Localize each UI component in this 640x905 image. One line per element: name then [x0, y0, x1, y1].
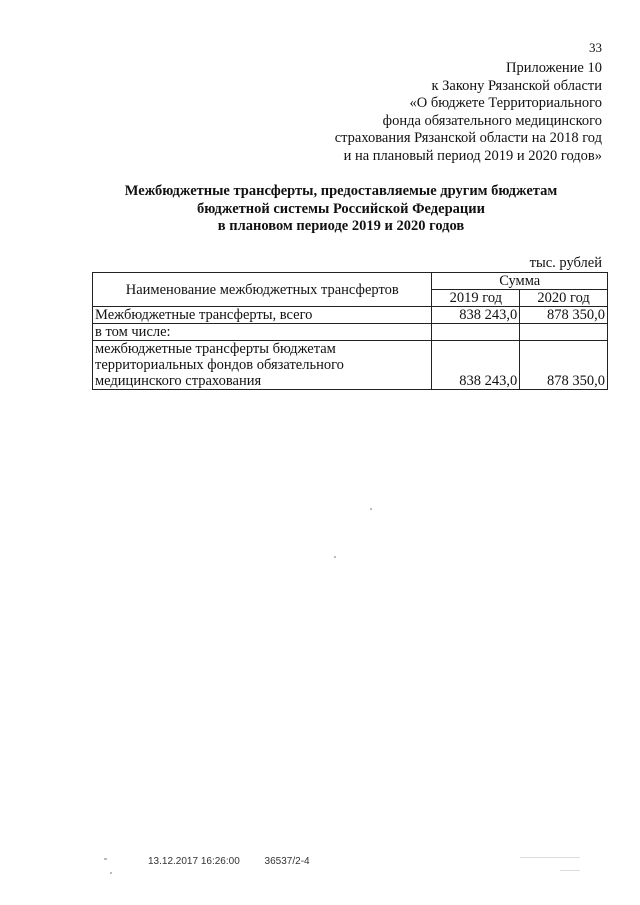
appendix-line: «О бюджете Территориального: [409, 95, 602, 112]
header-year-2020: 2020 год: [520, 290, 608, 307]
header-sum-cell: Сумма: [432, 273, 608, 290]
appendix-line: Приложение 10: [506, 60, 602, 76]
row-name-line: территориальных фондов обязательного: [95, 357, 344, 373]
footer-date: 13.12.2017 16:26:00: [148, 856, 240, 867]
scan-speck: [560, 870, 580, 871]
row-value-2019: [432, 324, 520, 341]
title-line: бюджетной системы Российской Федерации: [197, 200, 485, 217]
appendix-header: [222, 60, 602, 166]
appendix-line: и на плановый период 2019 и 2020 годов»: [343, 147, 602, 164]
row-name-cell: в том числе:: [93, 324, 432, 341]
row-name-line: медицинского страхования: [95, 373, 262, 389]
header-year-2019: 2019 год: [432, 290, 520, 307]
row-value-2020: 878 350,0: [520, 341, 608, 390]
footer-code: 36537/2-4: [264, 856, 310, 867]
row-name-cell: [93, 341, 432, 390]
document-title: [0, 183, 640, 236]
table-row: [93, 307, 608, 324]
row-name-line: межбюджетные трансферты бюджетам: [95, 341, 336, 357]
scan-speck: [104, 858, 107, 860]
scan-speck: [110, 872, 112, 874]
page-number: 33: [589, 40, 602, 55]
units-label: тыс. рублей: [529, 255, 602, 271]
table-row: [93, 341, 608, 390]
transfers-table: [92, 272, 608, 390]
scan-speck: [334, 556, 336, 558]
footer-stamp: [148, 856, 332, 867]
appendix-line: фонда обязательного медицинского: [382, 112, 602, 129]
scan-speck: [370, 508, 372, 510]
row-value-2020: [520, 324, 608, 341]
row-name-cell: Межбюджетные трансферты, всего: [93, 307, 432, 324]
table-header-row: [93, 273, 608, 290]
title-line: в плановом периоде 2019 и 2020 годов: [217, 218, 465, 235]
appendix-line: к Закону Рязанской области: [431, 77, 602, 94]
row-value-2019: 838 243,0: [432, 307, 520, 324]
table-row: [93, 324, 608, 341]
row-value-2020: 878 350,0: [520, 307, 608, 324]
title-line: Межбюджетные трансферты, предоставляемые другим бюджетам: [124, 183, 558, 199]
header-name-cell: Наименование межбюджетных трансфертов: [93, 273, 432, 307]
scan-speck: [520, 857, 580, 858]
appendix-line: страхования Рязанской области на 2018 год: [334, 130, 602, 147]
row-value-2019: 838 243,0: [432, 341, 520, 390]
